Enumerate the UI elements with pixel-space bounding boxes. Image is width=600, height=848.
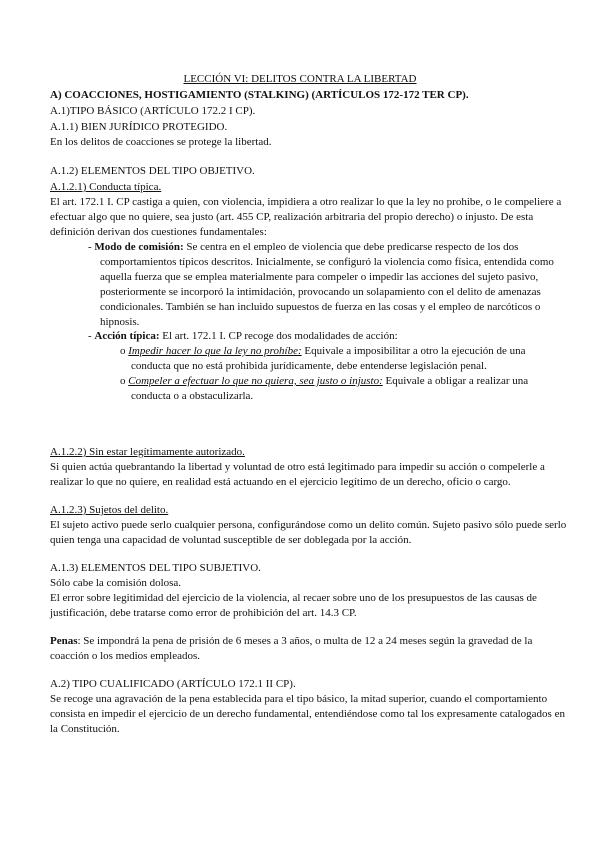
paragraph-line: El sujeto activo puede serlo cualquier persona, configurándose como un delito común. Sujeto pasivo sólo puede serlo — [50, 519, 567, 531]
modo-label: Modo de comisión: — [94, 241, 184, 253]
circle-bullet: o — [120, 345, 126, 357]
modo-line: hipnosis. — [100, 316, 140, 328]
a11-text: En los delitos de coacciones se protege la libertad. — [50, 136, 272, 148]
modo-text: Se centra en el empleo de violencia que debe predicarse respecto de los dos — [183, 241, 519, 253]
penas-label: Penas — [50, 635, 78, 647]
modalidad-2 — [120, 374, 528, 388]
modalidad-1 — [120, 344, 526, 358]
a2-heading: A.2) TIPO CUALIFICADO (ARTÍCULO 172.1 II CP). — [50, 678, 296, 690]
penas-line-2: coacción o los medios empleados. — [50, 650, 200, 662]
circle-bullet: o — [120, 375, 126, 387]
modo-line: comportamientos típicos descritos. Inicialmente, se configuró la violencia como física, entendida como — [100, 256, 554, 268]
paragraph-line: El art. 172.1 I. CP castiga a quien, con violencia, impidiera a otro realizar lo que la ley no prohibe, o le compeliere a — [50, 196, 562, 208]
paragraph-line: Sólo cabe la comisión dolosa. — [50, 577, 182, 589]
paragraph-line: El error sobre legitimidad del ejercicio de la violencia, al recaer sobre uno de los presupuestos de las causas de — [50, 592, 537, 604]
a12-heading: A.1.2) ELEMENTOS DEL TIPO OBJETIVO. — [50, 165, 255, 177]
modo-line: aquella fuerza que se emplea materialmente para compeler o impedir las acciones del sujeto pasivo, — [100, 271, 539, 283]
paragraph-line: Si quien actúa quebrantando la libertad y voluntad de otro está legitimado para impedir su acción o compelerle a — [50, 461, 545, 473]
accion-text: El art. 172.1 I. CP recoge dos modalidades de acción: — [159, 330, 398, 342]
a1-heading: A.1)TIPO BÁSICO (ARTÍCULO 172.2 I CP). — [50, 105, 256, 117]
paragraph-line: la Constitución. — [50, 723, 120, 735]
a123-heading: A.1.2.3) Sujetos del delito. — [50, 504, 169, 516]
penas-text: : Se impondrá la pena de prisión de 6 meses a 3 años, o multa de 12 a 24 meses según la gravedad de la — [77, 635, 533, 647]
paragraph-line: efectuar algo que no quiere, sea justo (art. 455 CP, realización arbitraria del propio derecho) o injusto. De esta — [50, 211, 534, 223]
modo-line: posteriormente se incorporó la intimidación, provocando un solapamiento con el delito de amenazas — [100, 286, 541, 298]
modo-bullet — [88, 240, 518, 254]
modalidad-1-line: conducta que no está prohibida jurídicamente, debe entenderse legislación penal. — [131, 360, 487, 372]
a121-heading: A.1.2.1) Conducta típica. — [50, 181, 162, 193]
modalidad-2-text: Equivale a obligar a realizar una — [382, 375, 529, 387]
paragraph-line: definición derivan dos cuestiones fundamentales: — [50, 226, 267, 238]
paragraph-line: justificación, debe tratarse como error de prohibición del art. 14.3 CP. — [50, 607, 357, 619]
a13-heading: A.1.3) ELEMENTOS DEL TIPO SUBJETIVO. — [50, 562, 261, 574]
page-title: LECCIÓN VI: DELITOS CONTRA LA LIBERTAD — [183, 73, 417, 85]
a11-heading: A.1.1) BIEN JURÍDICO PROTEGIDO. — [50, 121, 228, 133]
modo-line: condicionales. También se han incluido supuestos de fuerza en las cosas y el empleo de narcóticos o — [100, 301, 541, 313]
paragraph-line: quien tenga una capacidad de voluntad susceptible de ser doblegada por la acción. — [50, 534, 412, 546]
modalidad-2-line: conducta o a obstaculizarla. — [131, 390, 254, 402]
paragraph-line: consista en impedir el ejercicio de un derecho fundamental, entendiéndose como tal los expresamente catalogados en — [50, 708, 565, 720]
paragraph-line: realizar lo que no quiere, en realidad está actuando en el ejercicio legítimo de un derecho, oficio o cargo. — [50, 476, 511, 488]
modalidad-1-text: Equivale a imposibilitar a otro la ejecución de una — [301, 345, 526, 357]
section-a-heading: A) COACCIONES, HOSTIGAMIENTO (STALKING) (ARTÍCULOS 172-172 TER CP). — [50, 89, 469, 101]
penas-line — [50, 634, 532, 648]
accion-bullet — [88, 329, 398, 343]
paragraph-line: Se recoge una agravación de la pena establecida para el tipo básico, la mitad superior, cuando el comportamiento — [50, 693, 548, 705]
dash-bullet: - — [88, 241, 92, 253]
dash-bullet: - — [88, 330, 92, 342]
modalidad-2-label: Compeler a efectuar lo que no quiera, sea justo o injusto: — [128, 375, 383, 387]
a122-heading: A.1.2.2) Sin estar legítimamente autorizado. — [50, 446, 245, 458]
modalidad-1-label: Impedir hacer lo que la ley no prohíbe: — [128, 345, 302, 357]
accion-label: Acción típica: — [94, 330, 160, 342]
